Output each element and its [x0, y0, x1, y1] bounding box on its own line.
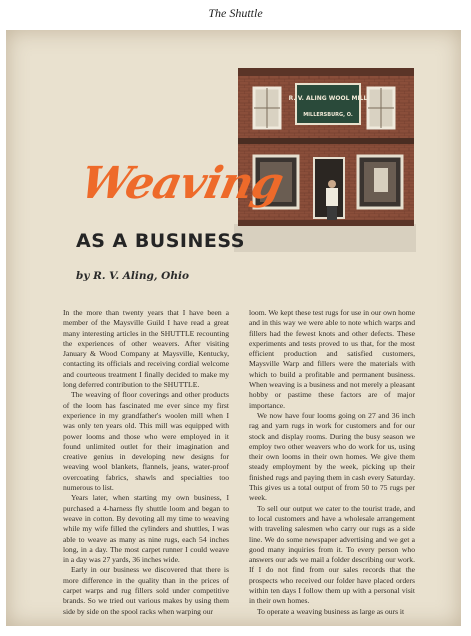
article-title: Weaving — [76, 158, 288, 209]
sign-subtext: MILLERSBURG, O. — [303, 112, 353, 118]
paragraph: To operate a weaving business as large as ours it — [257, 606, 405, 616]
paragraph: Years later, when starting my own business, I purchased a 4-harness fly shuttle loom and began to weave in cotton. By devoting all my time to weaving while my wife filled the cylinders and shuttles, I was able to weave as many as nine rugs, each 54 inches long, in a day. The most carpet runner I could weave in a day was 27 yards, 36 inches wide. — [63, 493, 229, 565]
paragraph: In the more than twenty years that I have been a member of the Maysville Guild I have read a great many interesting articles in the SHUTTLE recounting the experiences of other weavers. After visiting January & Wood Company at Maysville, Kentucky, contacting its officials and receiving cordial welcome and courteous treatment I finally decided to make my long deferred contribution to the SHUTTLE. — [63, 308, 229, 390]
paragraph: Early in our business we discovered that there is more difference in the quality than in the prices of carpet warps and rug fillers sold under competitive brands. So we tried out various makes by using them side by side on the spool racks when warping our — [63, 565, 229, 616]
paragraph: The weaving of floor coverings and other products of the loom has fascinated me ever since my first experience in my grandfather's woolen mill when I was only ten years old. This mill was equipped with power looms and those who were employed in it found unlimited outlet for their imagination and creative genius in developing new designs for weaving wool blankets, flannels, jeans, water-proof overcoating fabrics, shawls and specialties too numerous to list. — [63, 390, 229, 493]
article-subtitle: AS A BUSINESS — [76, 230, 245, 252]
sign-text: R. V. ALING WOOL MILL — [288, 95, 368, 102]
paragraph: loom. We kept these test rugs for use in our own home and in this way we were able to note which warps and fillers had the fewest knots and other defects. These experiments and tests proved to us that, for the most efficient production and satisfied customers, Maysville Warp and fillers were the materials with which to build a profitable and permanent business. When weaving is a business and not merely a pleasant hobby or pastime these factors are of major importance. — [249, 308, 415, 410]
paragraph: We now have four looms going on 27 and 36 inch rag and yarn rugs in work for customers and for our stock and display rooms. During the busy season we employ two other weavers who do work for us, using their own looms in their own homes. We give them steady employment by the week, picking up their finished rugs and paying them in cash every Saturday. This gives us a total output of from 50 to 75 rugs per week. — [249, 410, 415, 503]
running-header: The Shuttle — [208, 6, 263, 20]
paragraph: To sell our output we cater to the tourist trade, and to local customers and have a wholesale arrangement with traveling salesmen who carry our rugs as a side line. We do some newspaper advertising and we get a good many inquiries from it. To every person who answers our ads we mail a folder describing our work. If I do not find from our sales records that the prospects who received our folder have placed orders within ten days I follow them up with a personal visit in their own homes. — [249, 503, 415, 606]
article-column-right — [249, 308, 415, 617]
article-column-left — [63, 308, 229, 617]
article-byline: by R. V. Aling, Ohio — [76, 270, 189, 282]
magazine-page — [6, 30, 461, 626]
